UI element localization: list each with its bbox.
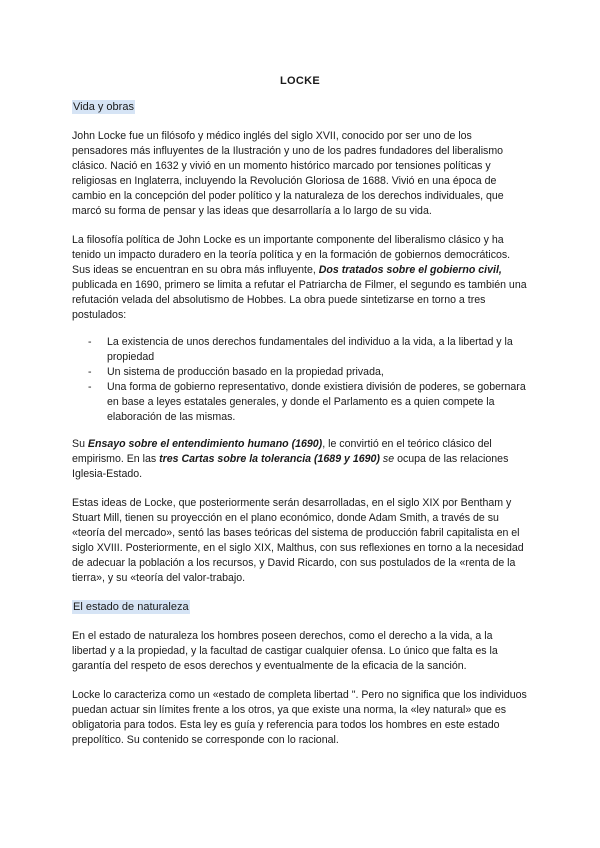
paragraph-biography: John Locke fue un filósofo y médico inglés del siglo XVII, conocido por ser uno de los pensadores más influyentes de la Ilustración y uno de los padres fundadores del liberalismo clásico. Nació en 1632 y vivió en un momento histórico marcado por tensiones políticas y religiosas en Inglaterra, incluyendo la Revolución Gloriosa de 1688. Vivió en una época de cambio en la concepción del poder político y la naturaleza de los derechos individuales, que marcó su forma de pensar y las ideas que desarrollaría a lo largo de su vida. xyxy=(72,130,504,218)
list-item: - Una forma de gobierno representativo, donde existiera división de poderes, se gobernara en base a leyes estatales generales, y donde el Parlamento es a quien compete la elaboración de las mismas. xyxy=(88,380,529,425)
list-item: - La existencia de unos derechos fundamentales del individuo a la vida, a la libertad y la propiedad xyxy=(88,335,529,365)
work-title-two-treatises: Dos tratados sobre el gobierno civil, xyxy=(318,264,502,277)
section-heading-estado-de-naturaleza xyxy=(72,600,190,615)
paragraph-text: ocupa de las relaciones Iglesia-Estado. xyxy=(72,453,509,481)
work-title-letters: tres Cartas sobre la tolerancia (1689 y 1690) xyxy=(159,453,380,466)
paragraph-natural-law: Locke lo caracteriza como un «estado de completa libertad ". Pero no significa que los individuos puedan actuar sin límites frente a los otros, ya que existe una norma, la «ley natural» que es obligatoria para todos. Esta ley es guía y referencia para todos los hombres en este estado prepolítico. Su contenido se corresponde con lo racional. xyxy=(72,689,527,747)
work-title-essay: Ensayo sobre el entendimiento humano (1690) xyxy=(87,438,323,450)
postulates-list xyxy=(88,335,529,426)
paragraph-text: publicada en 1690, primero se limita a refutar el Patriarcha de Filmer, el segundo es también una refutación velada del absolutismo de Hobbes. La obra puede sintetizarse en torno a tres postulados: xyxy=(72,279,527,322)
paragraph-text: , le convirtió en el teórico clásico del empirismo. En las xyxy=(72,438,492,466)
paragraph-text: La filosofía política de John Locke es un importante componente del liberalismo clásico y ha tenido un impacto duradero en la teoría política y en la formación de gobiernos democráticos. Sus ideas se encuentran en su obra más influyente, xyxy=(72,234,511,277)
section-heading-vida-y-obras xyxy=(72,100,135,115)
list-item: - Un sistema de producción basado en la propiedad privada, xyxy=(88,365,529,380)
paragraph-works xyxy=(72,437,529,482)
paragraph-legacy: Estas ideas de Locke, que posteriormente serán desarrolladas, en el siglo XIX por Bentham y Stuart Mill, tienen su proyección en el plano económico, donde Adam Smith, a través de su «teoría del mercado», sentó las bases teóricas del sistema de producción fabril capitalista en el siglo XVIII. Posteriormente, en el siglo XIX, Malthus, con sus reflexiones en torno a la necesidad de adecuar la población a los recursos, y David Ricardo, con sus postulados de la «renta de la tierra», y su «teoría del valor-trabajo. xyxy=(72,497,524,585)
paragraph-state-of-nature: En el estado de naturaleza los hombres poseen derechos, como el derecho a la vida, a la libertad y a la propiedad, y la facultad de castigar cualquier ofensa. Lo único que falta es la garantía del respeto de esos derechos y eventualmente de la eficacia de la sanción. xyxy=(72,630,498,673)
paragraph-political-philosophy xyxy=(72,233,529,324)
section-heading-label: Vida y obras xyxy=(73,101,134,113)
paragraph-text: Su xyxy=(72,438,88,450)
section-heading-label: El estado de naturaleza xyxy=(73,601,189,613)
italic-word: se xyxy=(382,453,395,466)
document-title: LOCKE xyxy=(280,75,320,87)
